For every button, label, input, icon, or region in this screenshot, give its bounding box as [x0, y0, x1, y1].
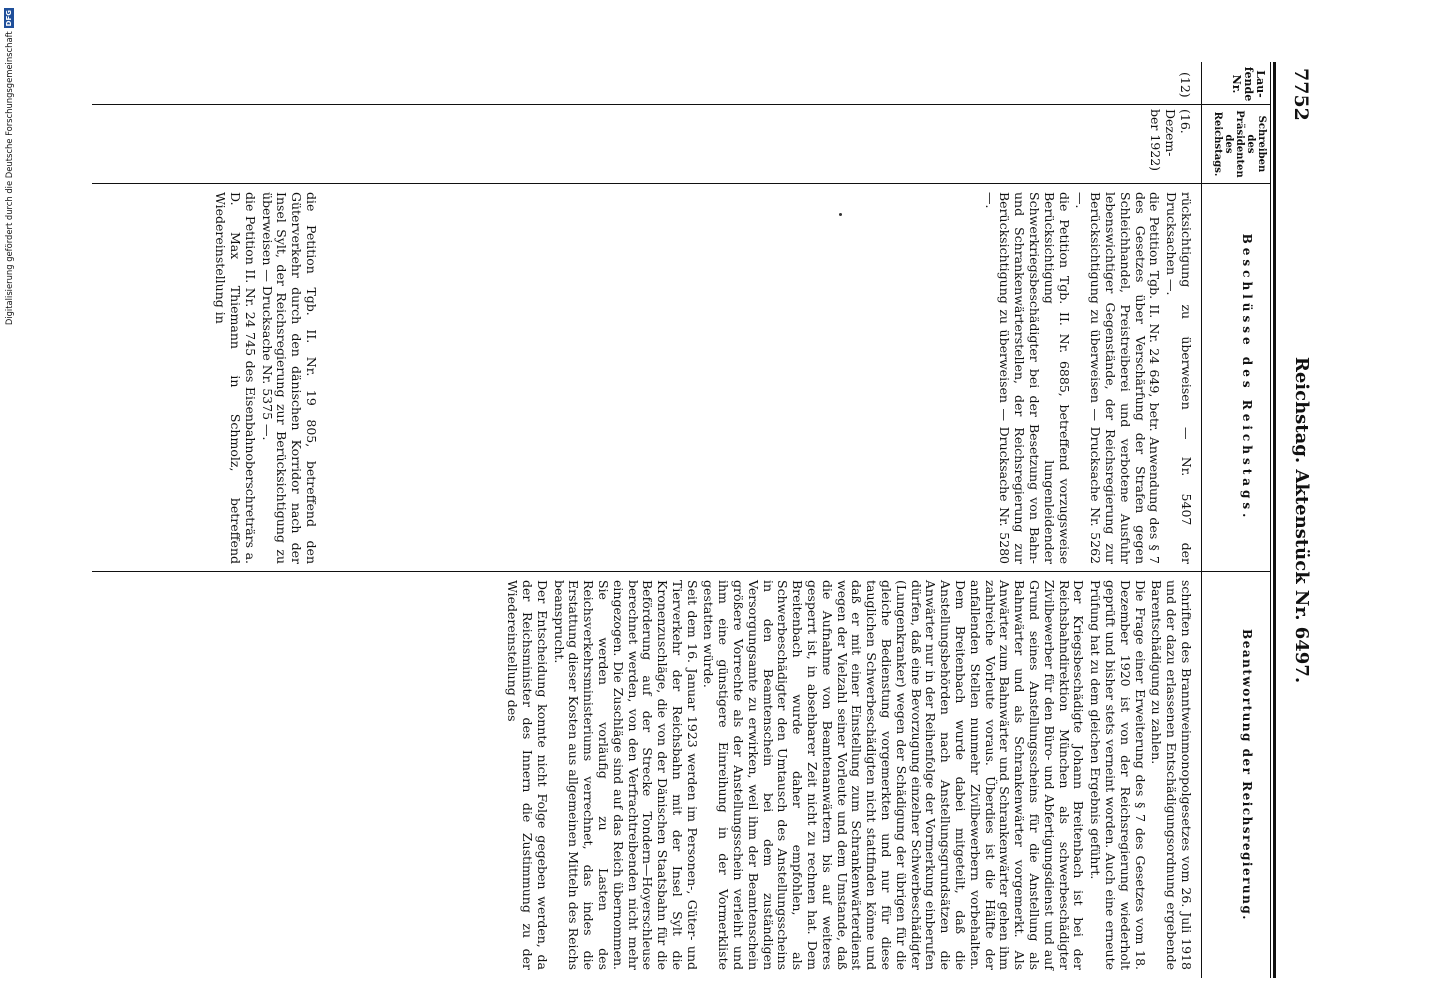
credit-text: Digitalisierung gefördert durch die Deutsche Forschungsgemeinschaft	[4, 31, 14, 326]
beschluss-paragraph: rücksichtigung zu überweisen — Nr. 5407 der Drucksachen —.	[1164, 192, 1194, 564]
beschluss-paragraph: die Petition Tgb. II. Nr. 6885, betreffend vorzugsweise Berücksichtigung lungenleidender Schwerkriegsbeschädigter bei der Besetzung von Bahn- und Schrankenwärterstellen, der Reichsregierung zur Berücksichtigung zu überweisen — Drucksache Nr. 5280 —.	[982, 192, 1072, 564]
column-divider-3	[92, 571, 1270, 572]
page-header	[1280, 62, 1320, 978]
column-header-rule	[1201, 62, 1202, 978]
column-header-beschluesse: Beschlüsse des Reichstags.	[1240, 233, 1254, 522]
column-divider-1	[92, 104, 1270, 105]
column-header-beantwortung: Beantwortung der Reichsregierung.	[1240, 629, 1254, 921]
beschluss-paragraph: die Petition II. Nr. 24 745 des Eisenbahnoberschreträrs a. D. Max Thiemann in Schmolz, betreffend Wiedereinstellung in	[213, 192, 258, 564]
dfg-logo-icon: DFG	[5, 10, 13, 27]
digitization-credit	[2, 0, 16, 1000]
beschluss-paragraph: die Petition Tgb. II. Nr. 24 649, betr. Anwendung des § 7 des Gesetzes über Verschärfung der Strafen gegen Schleichhandel, Preistreiberei und verbotene Ausfuhr lebenswichtiger Gegenstände, der Reichsregierung zur Berücksichtigung zu überweisen — Drucksache Nr. 5262 —.	[1073, 192, 1163, 564]
header-rule-thick	[1273, 62, 1276, 978]
entry-date: (16. Dezem- ber 1922)	[1148, 109, 1193, 172]
entry-number: (12)	[1178, 72, 1193, 98]
stray-mark	[839, 213, 842, 216]
running-title: Reichstag. Aktenstück Nr. 6497.	[1291, 356, 1312, 684]
answer-paragraph: Seit dem 16. Januar 1923 werden im Personen-, Güter- und Tierverkehr der Reichsbahn mit der Insel Sylt die Kronenzuschläge, die von der Dänischen Staatsbahn für die Beförderung auf der Strecke Tondern—Hoyerschleuse berechnet werden, von den Verfrachtreibenden nicht mehr eingezogen. Die Zuschläge sind auf das Reich übernommen. Sie werden vorläufig zu Lasten des Reichsverkehrsministeriums verrechnet, das indes die Erstattung dieser Kosten aus allgemeinen Mitteln des Reichs beansprucht.	[551, 580, 700, 970]
beschluesse-upper	[982, 192, 1193, 564]
answer-paragraph: Der Kriegsbeschädigte Johann Breitenbach ist bei der Reichsbahndirektion München als schwerbeschädigter Zivilbewerber für den Büro- und Abfertigungsdienst und auf Grund seines Anstellungsscheins für die Anstellung als Bahnwärter und als Schrankenwärter vorgemerkt. Als Anwärter zum Bahnwärter und Schrankenwärter gehen ihm zahlreiche Vorleute voraus. Überdies ist die Hälfte der anfallenden Stellen nunmehr Zivilbewerbern vorbehalten. Dem Breitenbach wurde dabei mitgeteilt, daß die Anstellungsbehörden nach Anstellungsgrundsätzen die Anwärter nur in der Reihenfolge der Vormerkung einberufen dürfen, daß eine Bevorzugung einzelner Schwerbeschädigter (Lungenkranker) wegen der Schädigung der übrigen für die gleiche Bedienstung vorgemerkten und nur für diese tauglichen Schwerbeschädigten nicht stattfinden könne und daß er mit einer Einstellung zum Schrankenwärterdienst wegen der Vielzahl seiner Vorleute und dem Umstande, daß die Aufnahme von Beamtenanwärtern bis auf weiteres gesperrt ist, in absehbarer Zeit nicht zu rechnen hat. Dem Breitenbach wurde daher empfohlen, als Schwerbeschädigter den Umtausch des Anstellungsscheins in den Beamtenschein bei dem zuständigen Versorgungsamte zu erwirken, weil ihm der Beamtenschein größere Vorrechte als der Anstellungsschein verleiht und ihm eine günstigere Einreihung in der Vormerkliste gestatten würde.	[701, 580, 1087, 970]
column-header-schreiben: Schreiben des Präsidenten des Reichstags.	[1212, 110, 1267, 178]
answer-paragraph: Der Entscheidung konnte nicht Folge gegeben werden, da der Reichsminister des Innern die Zustimmung zu der Wiedereinstellung des	[505, 580, 550, 970]
column-header-laufende-nr: Lau- fende Nr.	[1230, 66, 1267, 102]
answer-paragraph: Die Frage einer Erweiterung des § 7 des Gesetzes vom 18. Dezember 1920 ist von der Reichsregierung wiederholt geprüft und bisher stets verneint worden. Auch eine erneute Prüfung hat zu dem gleichen Ergebnis geführt.	[1088, 580, 1148, 970]
header-rule-thin	[1270, 62, 1271, 978]
page-number: 7752	[1290, 68, 1312, 121]
column-divider-2	[92, 183, 1270, 184]
beschluss-paragraph: die Petition Tgb. II. Nr. 19 805, betreffend den Güterverkehr durch den dänischen Korridor nach der Insel Sylt, der Reichsregierung zur Berücksichtigung zu überweisen — Drucksache Nr. 5375 —.	[259, 192, 319, 564]
rotated-page	[92, 62, 1320, 978]
beschluesse-lower	[212, 192, 318, 564]
answer-paragraph: schriften des Branntweinmonopolgesetzes vom 26. Juli 1918 und der dazu erlassenen Entschädigungsordnung ergebende Barentschädigung zu zahlen.	[1149, 580, 1194, 970]
beantwortung-text	[504, 580, 1193, 970]
